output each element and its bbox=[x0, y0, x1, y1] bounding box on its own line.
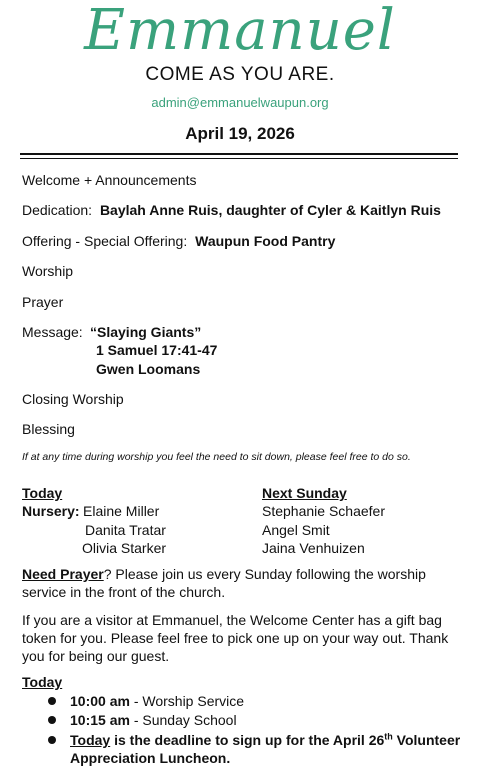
blessing-item: Blessing bbox=[22, 421, 75, 437]
divider-thin bbox=[20, 158, 458, 159]
message-scripture: 1 Samuel 17:41-47 bbox=[96, 342, 218, 358]
nursery-next-heading: Next Sunday bbox=[262, 485, 347, 501]
bullet-icon bbox=[48, 716, 56, 724]
message-speaker: Gwen Loomans bbox=[96, 361, 201, 377]
church-logo: Emmanuel bbox=[84, 0, 396, 63]
offering-item bbox=[22, 232, 335, 250]
dedication-item bbox=[22, 201, 441, 219]
deadline-sup: th bbox=[384, 731, 393, 742]
schedule-time: 10:15 am bbox=[70, 712, 130, 728]
schedule-item bbox=[70, 711, 237, 729]
schedule-time: 10:00 am bbox=[70, 693, 130, 709]
divider-thick bbox=[20, 153, 458, 155]
deadline-text-2: Volunteer bbox=[392, 732, 461, 748]
today-heading: Today bbox=[22, 674, 63, 690]
dedication-value: Baylah Anne Ruis, daughter of Cyler & Kaitlyn Ruis bbox=[99, 202, 441, 218]
deadline-text: is the deadline to sign up for the April 26 bbox=[110, 732, 385, 748]
closing-worship-item: Closing Worship bbox=[22, 391, 124, 407]
sitting-note: If at any time during worship you feel the need to sit down, please feel free to do so. bbox=[22, 451, 411, 463]
schedule-text: - Sunday School bbox=[129, 712, 237, 728]
visitor-paragraph: If you are a visitor at Emmanuel, the Welcome Center has a gift bag token for you. Please feel free to pick one up on your way out. Thank you for being our guest. bbox=[22, 612, 449, 664]
message-title: “Slaying Giants” bbox=[90, 324, 202, 340]
dedication-label: Dedication: bbox=[22, 202, 93, 218]
worship-item: Worship bbox=[22, 263, 74, 279]
offering-value: Waupun Food Pantry bbox=[195, 233, 336, 249]
nursery-today-name: Danita Tratar bbox=[85, 522, 166, 538]
tagline: COME AS YOU ARE. bbox=[145, 64, 335, 85]
service-date: April 19, 2026 bbox=[185, 124, 295, 143]
nursery-today-heading: Today bbox=[22, 485, 63, 501]
nursery-label: Nursery: bbox=[22, 503, 80, 519]
need-prayer-lead: Need Prayer bbox=[22, 566, 104, 582]
deadline-item-cont: Appreciation Luncheon. bbox=[70, 750, 231, 766]
nursery-today-name: Olivia Starker bbox=[82, 540, 167, 556]
nursery-today-name: Elaine Miller bbox=[83, 503, 160, 519]
schedule-text: - Worship Service bbox=[129, 693, 245, 709]
nursery-next-name: Angel Smit bbox=[262, 522, 330, 538]
nursery-next-name: Jaina Venhuizen bbox=[262, 540, 365, 556]
email-link[interactable]: admin@emmanuelwaupun.org bbox=[151, 95, 329, 110]
prayer-text: ? Please join us every Sunday following the worship service in the front of the church. bbox=[22, 566, 426, 600]
bullet-icon bbox=[48, 697, 56, 705]
prayer-paragraph bbox=[22, 565, 462, 601]
deadline-item bbox=[70, 731, 460, 749]
nursery-next-name: Stephanie Schaefer bbox=[262, 503, 385, 519]
message-label: Message: bbox=[22, 324, 83, 340]
welcome-item: Welcome + Announcements bbox=[22, 172, 197, 188]
deadline-lead: Today bbox=[70, 732, 111, 748]
offering-label: Offering - Special Offering: bbox=[22, 233, 188, 249]
bullet-icon bbox=[48, 736, 56, 744]
prayer-item: Prayer bbox=[22, 294, 64, 310]
schedule-item bbox=[70, 692, 244, 710]
